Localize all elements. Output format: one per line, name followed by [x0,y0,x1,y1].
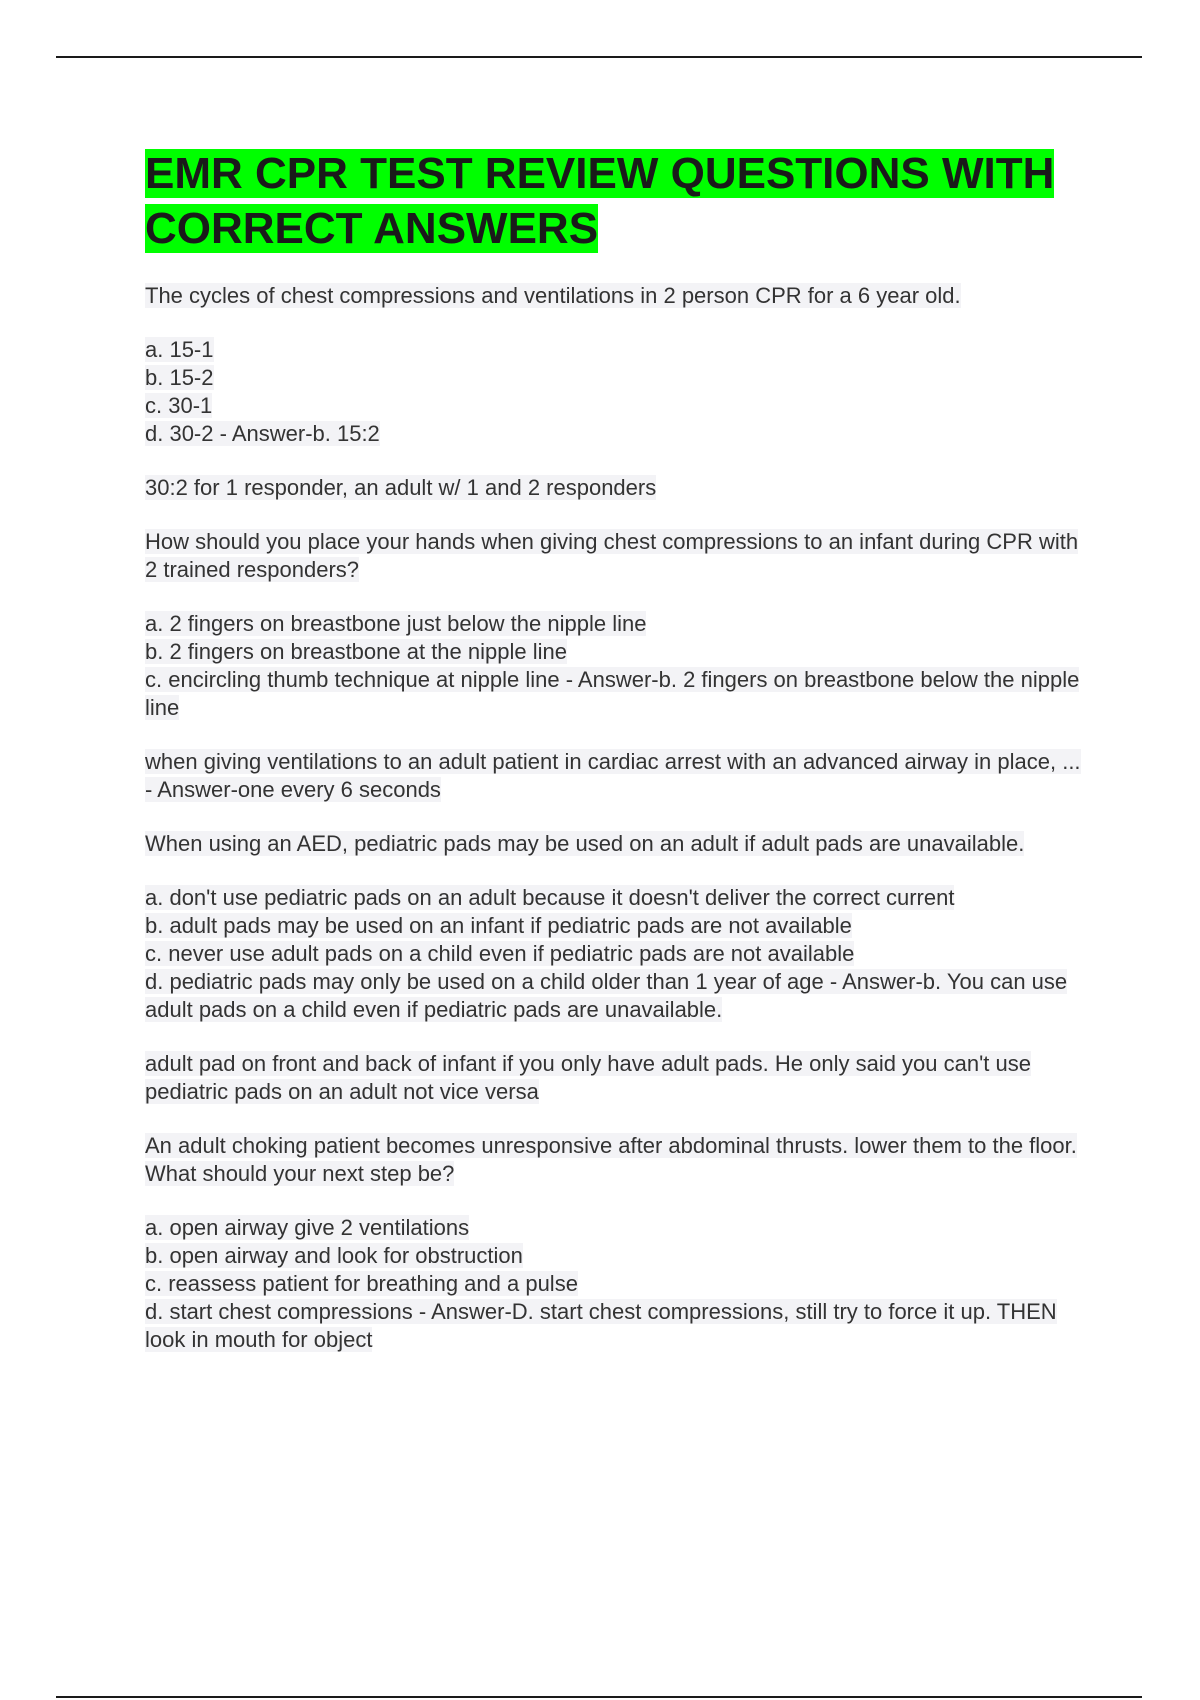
option-line: d. 30-2 - Answer-b. 15:2 [145,421,380,446]
option-line: c. encircling thumb technique at nipple line - Answer-b. 2 fingers on breastbone below the nipple line [145,667,1080,720]
option-line: b. 2 fingers on breastbone at the nipple line [145,639,567,664]
text-line: When using an AED, pediatric pads may be used on an adult if adult pads are unavailable. [145,831,1025,856]
document-title [145,146,1085,256]
option-line: c. reassess patient for breathing and a pulse [145,1271,578,1296]
top-divider [56,56,1142,58]
option-line: a. 2 fingers on breastbone just below the nipple line [145,611,647,636]
text-line: How should you place your hands when giving chest compressions to an infant during CPR with 2 trained responders? [145,529,1079,582]
document-title-text: EMR CPR TEST REVIEW QUESTIONS WITH CORRECT ANSWERS [145,149,1055,253]
bottom-divider [56,1696,1142,1698]
option-line: b. open airway and look for obstruction [145,1243,523,1268]
question-1-note [145,474,1085,502]
question-1-text [145,282,1085,310]
question-3-text [145,748,1085,804]
option-line: b. 15-2 [145,365,214,390]
text-line: The cycles of chest compressions and ventilations in 2 person CPR for a 6 year old. [145,283,961,308]
question-4-options [145,884,1085,1024]
page-content [145,146,1085,1380]
question-2-options [145,610,1085,722]
question-4-text [145,830,1085,858]
question-2-text [145,528,1085,584]
question-5-text [145,1132,1085,1188]
question-5-options [145,1214,1085,1354]
option-line: a. 15-1 [145,337,214,362]
option-line: a. open airway give 2 ventilations [145,1215,470,1240]
option-line: a. don't use pediatric pads on an adult because it doesn't deliver the correct current [145,885,955,910]
option-line: b. adult pads may be used on an infant if pediatric pads are not available [145,913,852,938]
text-line: An adult choking patient becomes unresponsive after abdominal thrusts. lower them to the floor. What should your next step be? [145,1133,1077,1186]
question-4-note [145,1050,1085,1106]
option-line: d. start chest compressions - Answer-D. start chest compressions, still try to force it up. THEN look in mouth for object [145,1299,1057,1352]
option-line: c. 30-1 [145,393,213,418]
text-line: 30:2 for 1 responder, an adult w/ 1 and 2 responders [145,475,657,500]
option-line: c. never use adult pads on a child even if pediatric pads are not available [145,941,855,966]
option-line: d. pediatric pads may only be used on a child older than 1 year of age - Answer-b. You can use adult pads on a child even if pediatric pads are unavailable. [145,969,1068,1022]
text-line: when giving ventilations to an adult patient in cardiac arrest with an advanced airway in place, ... - Answer-one every 6 seconds [145,749,1081,802]
text-line: adult pad on front and back of infant if you only have adult pads. He only said you can't use pediatric pads on an adult not vice versa [145,1051,1032,1104]
question-1-options [145,336,1085,448]
